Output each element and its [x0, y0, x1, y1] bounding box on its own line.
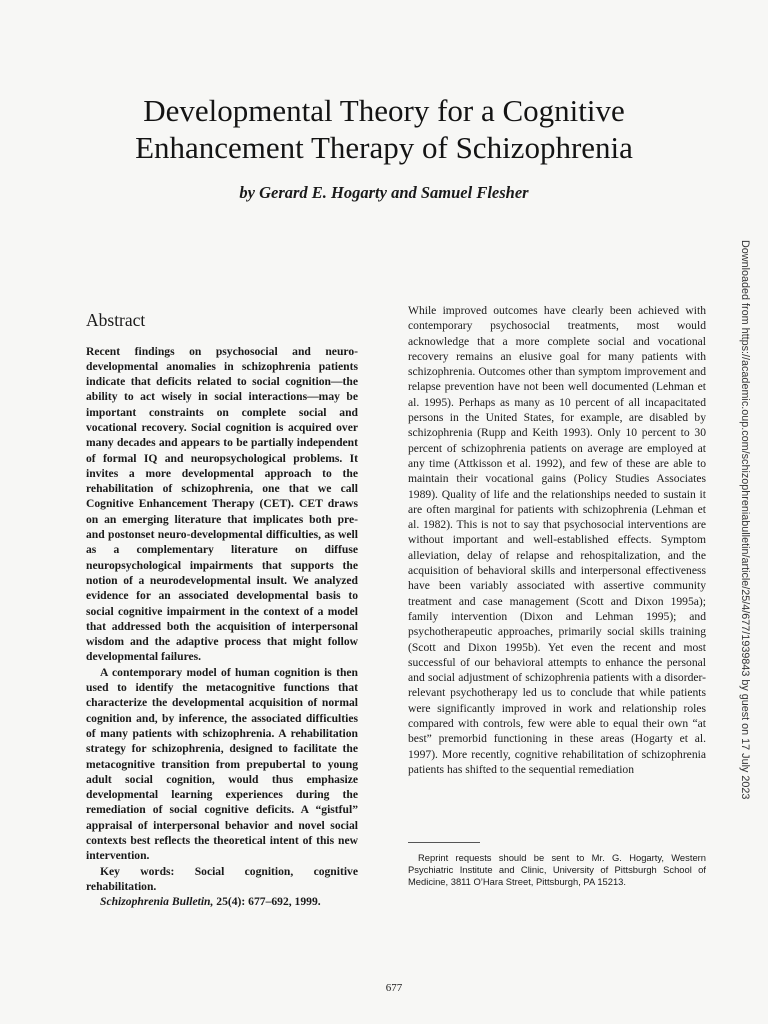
download-watermark[interactable]: Downloaded from https://academic.oup.com/schizophreniabulletin/article/25/4/677/1939843 by guest on 17 July 2023 — [739, 240, 751, 800]
journal-citation — [86, 894, 358, 909]
author-byline: by Gerard E. Hogarty and Samuel Flesher — [239, 183, 529, 202]
abstract-paragraph-2: A contemporary model of human cognition is then used to identify the metacognitive functions that characterize the developmental acquisition of normal cognition and, by inference, the associated difficulties of many patients with schizophrenia. A rehabilitation strategy for schizophrenia, designed to facilitate the metacognitive transition from prepubertal to young adult social cognition, would thus emphasize developmental learning experiences during the remediation of social cognitive deficits. A “gistful” appraisal of interpersonal behavior and novel social contexts best reflects the theoretical intent of this new intervention. — [86, 665, 358, 863]
page-number: 677 — [385, 982, 403, 994]
article-title — [60, 92, 708, 166]
citation-reference: 25(4): 677–692, 1999. — [213, 895, 321, 909]
body-column — [408, 303, 706, 777]
abstract-paragraph-1: Recent findings on psychosocial and neuro-developmental anomalies in schizophrenia patients indicate that deficits related to social cognition—the ability to act wisely in social interactions—may be important constraints on complete social and vocational recovery. Social cognition is acquired over many decades and appears to be partially independent of formal IQ and neuropsychological problems. It invites a more developmental approach to the rehabilitation of schizophrenia, one that we call Cognitive Enhancement Therapy (CET). CET draws on an emerging literature that implicates both pre- and postonset neuro-developmental difficulties, as well as a complementary literature on diffuse neuropsychological impairments that supports the notion of a neurodevelopmental insult. We analyzed evidence for an associated developmental basis to social cognitive impairment in the context of a model that addressed both the acquisition of interpersonal wisdom and the adaptive process that might follow developmental failures. — [86, 344, 358, 664]
abstract-heading: Abstract — [86, 310, 146, 330]
title-line-2: Enhancement Therapy of Schizophrenia — [135, 130, 633, 166]
reprint-request-note: Reprint requests should be sent to Mr. G. Hogarty, Western Psychiatric Institute and Clinic, University of Pittsburgh School of Medicine, 3811 O’Hara Street, Pittsburgh, PA 15213. — [408, 852, 706, 888]
citation-journal: Schizophrenia Bulletin, — [100, 895, 214, 909]
body-paragraph: While improved outcomes have clearly been achieved with contemporary psychosocial treatments, most would acknowledge that a more complete social and vocational recovery remains an elusive goal for many patients with schizophrenia. Outcomes other than symptom improvement and relapse prevention have not been well documented (Lehman et al. 1995). Perhaps as many as 10 percent of all incapacitated persons in the United States, for example, are disabled by schizophrenia (Rupp and Keith 1993). Only 10 percent to 30 percent of schizophrenia patients on average are employed at any time (Attkisson et al. 1992), and few of these are able to maintain their vocational gains (Policy Studies Associates 1989). Quality of life and the relationships needed to sustain it are often marginal for patients with schizophrenia (Lehman et al. 1982). This is not to say that psychosocial interventions are without important and well-established effects. Symptom alleviation, delay of relapse and rehospitalization, and the acquisition of behavioral skills and interpersonal effectiveness have been variably associated with assertive community treatment and case management (Scott and Dixon 1995a); family intervention (Dixon and Lehman 1995); and psychotherapeutic approaches, primarily social skills training (Scott and Dixon 1995b). Yet even the recent and most successful of our behavioral attempts to enhance the personal and social adjustment of schizophrenia patients with a disorder-relevant psychotherapy led us to conclude that while patients were significantly improved in work and relationship roles compared with controls, few were able to equal their own “at best” premorbid functioning in these areas (Hogarty et al. 1997). More recently, cognitive rehabilitation of schizophrenia patients has shifted to the sequential remediation — [408, 304, 706, 776]
abstract-body — [86, 344, 358, 910]
keywords: Key words: Social cognition, cognitive rehabilitation. — [86, 864, 358, 893]
footnote — [408, 852, 706, 889]
title-line-1: Developmental Theory for a Cognitive — [143, 93, 625, 128]
footnote-rule — [408, 842, 480, 843]
abstract-column — [86, 300, 358, 909]
